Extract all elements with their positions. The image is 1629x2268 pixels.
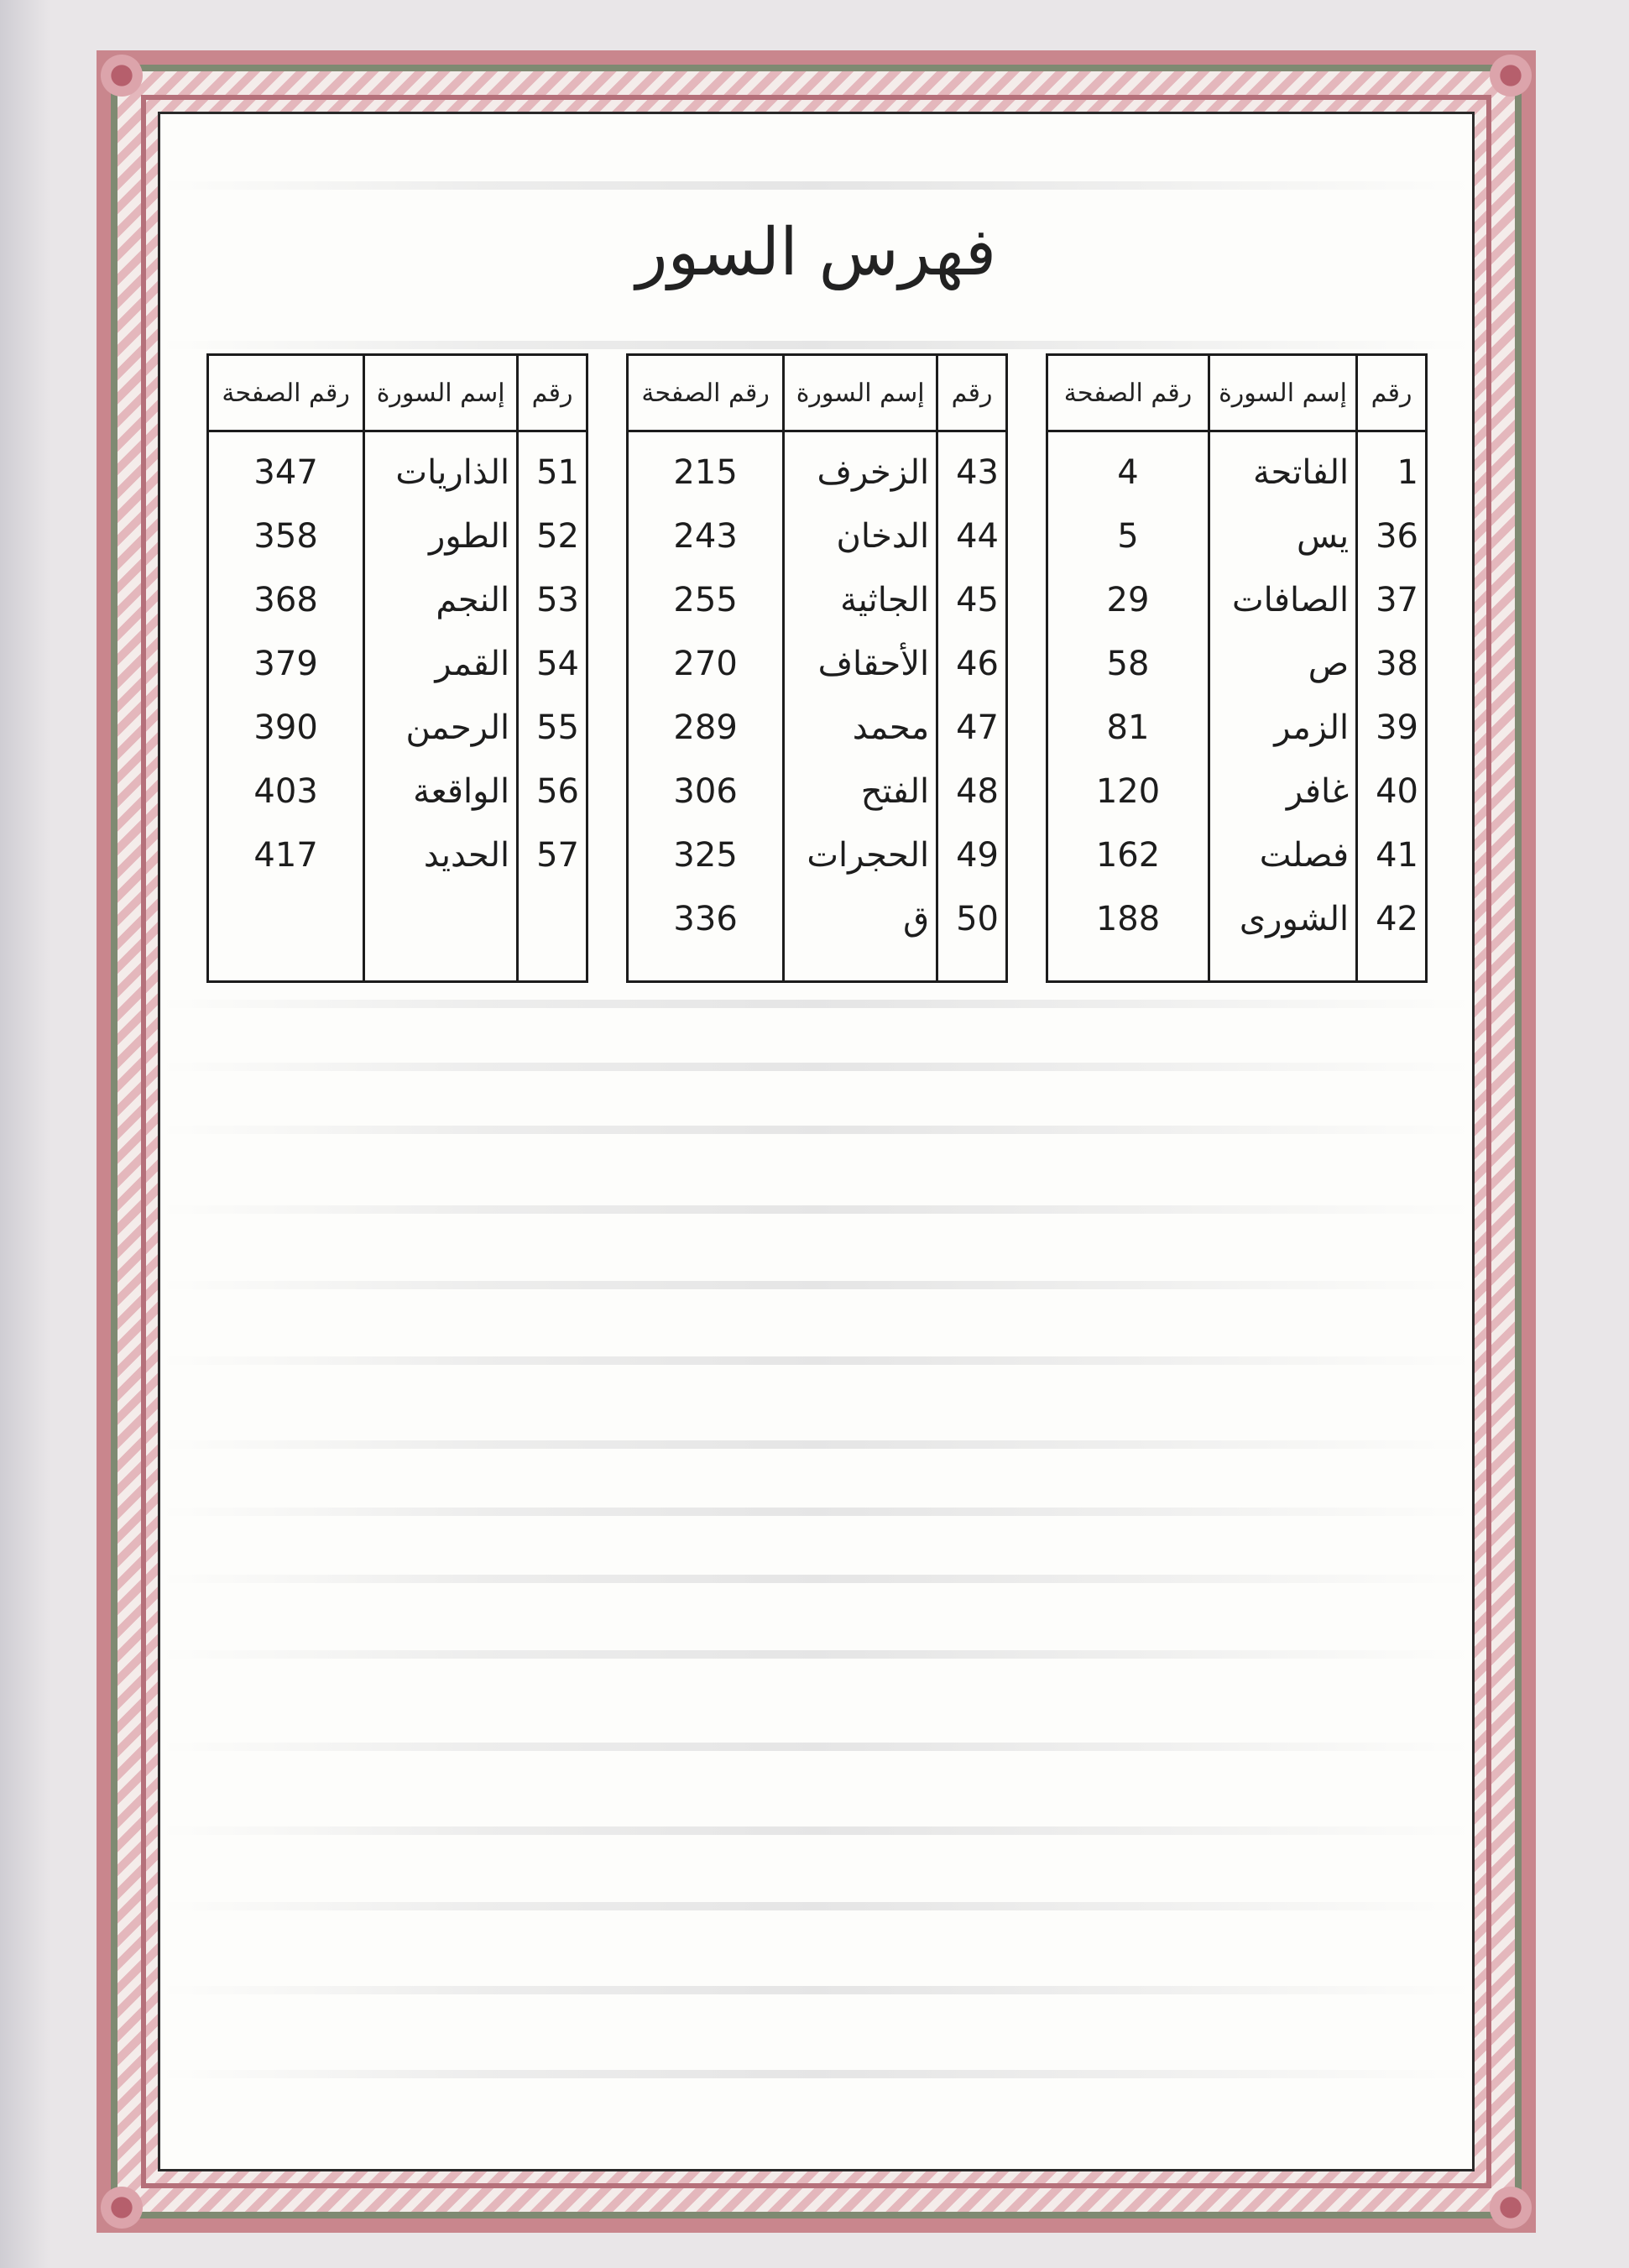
page-number: 379 [253, 645, 318, 683]
corner-ornament-top-right [1481, 46, 1540, 105]
surah-table-1 [1046, 353, 1428, 983]
surah-number: 44 [937, 504, 1007, 568]
column-header-surah: إسم السورة [784, 355, 937, 431]
surah-name: فصلت [1209, 823, 1357, 887]
table-row [1047, 823, 1427, 887]
surah-name: الزمر [1209, 696, 1357, 760]
page-number: 347 [253, 453, 318, 492]
surah-table-2 [626, 353, 1008, 983]
surah-name: محمد [784, 696, 937, 760]
page-number: 4 [1117, 453, 1139, 492]
surah-number: 56 [518, 760, 587, 823]
page-edge-shadow [0, 0, 50, 2268]
page-number: 289 [673, 708, 738, 747]
table-row [208, 431, 587, 505]
surah-name: يس [1209, 504, 1357, 568]
surah-number: 54 [518, 632, 587, 696]
surah-number: 45 [937, 568, 1007, 632]
surah-number: 51 [518, 431, 587, 505]
page-number: 336 [673, 900, 738, 938]
empty-cell [784, 951, 937, 982]
page-number: 162 [1095, 836, 1161, 875]
page-number: 29 [1106, 581, 1150, 619]
table-row [208, 696, 587, 760]
column-header-page: رقم الصفحة [1047, 355, 1209, 431]
surah-name: الأحقاف [784, 632, 937, 696]
page-number: 5 [1117, 517, 1139, 556]
page-title: فهرس السور [635, 215, 997, 290]
table-row [208, 568, 587, 632]
surah-number: 52 [518, 504, 587, 568]
surah-number: 46 [937, 632, 1007, 696]
surah-number: 57 [518, 823, 587, 887]
column-header-number: رقم [1357, 355, 1427, 431]
table-row [1047, 568, 1427, 632]
corner-ornament-top-left [92, 46, 151, 105]
surah-name: الحديد [364, 823, 518, 887]
table-row [628, 568, 1007, 632]
page-number: 390 [253, 708, 318, 747]
surah-name: القمر [364, 632, 518, 696]
surah-number: 53 [518, 568, 587, 632]
table-row [628, 887, 1007, 951]
surah-name: الرحمن [364, 696, 518, 760]
surah-name: الذاريات [364, 431, 518, 505]
surah-number: 47 [937, 696, 1007, 760]
page-number: 403 [253, 772, 318, 811]
page-number: 188 [1095, 900, 1161, 938]
page-number: 215 [673, 453, 738, 492]
surah-number: 37 [1357, 568, 1427, 632]
column-header-page: رقم الصفحة [628, 355, 784, 431]
empty-cell [628, 951, 784, 982]
table-row [1047, 760, 1427, 823]
page-number: 243 [673, 517, 738, 556]
surah-name: الواقعة [364, 760, 518, 823]
surah-name: النجم [364, 568, 518, 632]
empty-cell [518, 887, 587, 982]
surah-index [206, 353, 1428, 983]
surah-number: 43 [937, 431, 1007, 505]
table-row [208, 760, 587, 823]
surah-table-3 [206, 353, 588, 983]
page-number: 417 [253, 836, 318, 875]
surah-name: ص [1209, 632, 1357, 696]
empty-cell [208, 887, 364, 982]
page-number: 58 [1106, 645, 1150, 683]
empty-cell [1209, 951, 1357, 982]
table-filler-row [1047, 951, 1427, 982]
table-row [208, 632, 587, 696]
page-number: 358 [253, 517, 318, 556]
page-number: 306 [673, 772, 738, 811]
surah-number: 38 [1357, 632, 1427, 696]
page-number: 120 [1095, 772, 1161, 811]
surah-number: 41 [1357, 823, 1427, 887]
surah-number: 40 [1357, 760, 1427, 823]
surah-name: ق [784, 887, 937, 951]
empty-cell [1047, 951, 1209, 982]
table-filler-row [208, 887, 587, 982]
table-row [628, 504, 1007, 568]
table-row [1047, 504, 1427, 568]
table-row [628, 696, 1007, 760]
empty-cell [937, 951, 1007, 982]
table-row [208, 823, 587, 887]
surah-name: الحجرات [784, 823, 937, 887]
empty-cell [364, 887, 518, 982]
page-number: 81 [1106, 708, 1150, 747]
surah-name: الجاثية [784, 568, 937, 632]
surah-name: الفاتحة [1209, 431, 1357, 505]
column-header-number: رقم [518, 355, 587, 431]
table-row [628, 632, 1007, 696]
empty-cell [1357, 951, 1427, 982]
table-row [628, 760, 1007, 823]
table-row [1047, 696, 1427, 760]
table-row [1047, 431, 1427, 505]
surah-number: 39 [1357, 696, 1427, 760]
surah-name: الطور [364, 504, 518, 568]
page-content [158, 112, 1475, 2171]
table-row [1047, 887, 1427, 951]
corner-ornament-bottom-left [92, 2178, 151, 2237]
page-number: 270 [673, 645, 738, 683]
column-header-page: رقم الصفحة [208, 355, 364, 431]
surah-name: الزخرف [784, 431, 937, 505]
surah-name: الدخان [784, 504, 937, 568]
page-number: 368 [253, 581, 318, 619]
surah-number: 55 [518, 696, 587, 760]
surah-name: الصافات [1209, 568, 1357, 632]
page-number: 325 [673, 836, 738, 875]
surah-number: 50 [937, 887, 1007, 951]
surah-name: غافر [1209, 760, 1357, 823]
column-header-surah: إسم السورة [1209, 355, 1357, 431]
table-row [208, 504, 587, 568]
surah-number: 36 [1357, 504, 1427, 568]
table-row [628, 431, 1007, 505]
surah-number: 1 [1357, 431, 1427, 505]
corner-ornament-bottom-right [1481, 2178, 1540, 2237]
surah-name: الشورى [1209, 887, 1357, 951]
column-header-surah: إسم السورة [364, 355, 518, 431]
surah-number: 42 [1357, 887, 1427, 951]
page-number: 255 [673, 581, 738, 619]
table-filler-row [628, 951, 1007, 982]
table-row [628, 823, 1007, 887]
surah-name: الفتح [784, 760, 937, 823]
table-row [1047, 632, 1427, 696]
surah-number: 48 [937, 760, 1007, 823]
surah-number: 49 [937, 823, 1007, 887]
column-header-number: رقم [937, 355, 1007, 431]
